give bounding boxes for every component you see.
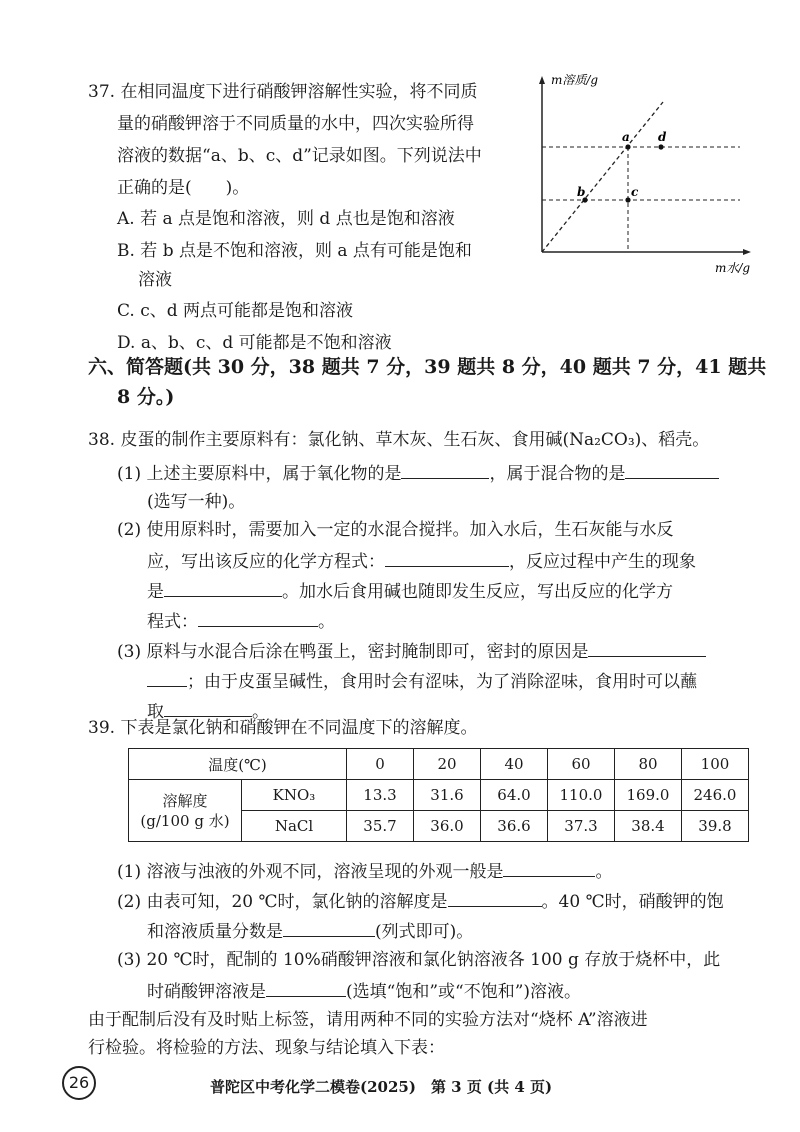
page-footer: 普陀区中考化学二模卷(2025) 第 3 页 (共 4 页): [210, 1078, 553, 1096]
q37-line3: 溶液的数据“a、b、c、d”记录如图。下列说法中: [117, 146, 482, 166]
answer-blank[interactable]: [503, 858, 595, 877]
section-heading-line1: 六、简答题(共 30 分，38 题共 7 分，39 题共 8 分，40 题共 7 分，41 题共: [88, 356, 767, 378]
q39-part3-line1: (3) 20 ℃时，配制的 10%硝酸钾溶液和氯化钠溶液各 100 g 存放于烧杯中，此: [117, 950, 721, 970]
answer-blank[interactable]: [588, 638, 706, 657]
q38-p2-text-f: 程式：: [147, 612, 198, 632]
q39-p2-text-a: (2) 由表可知，20 ℃时，氯化钠的溶解度是: [117, 892, 448, 912]
q38-p3-text-b: ；由于皮蛋呈碱性，食用时会有涩味，为了消除涩味，食用时可以蘸: [187, 672, 697, 692]
q39-p3-text-c: (选填“饱和”或“不饱和”)溶液。: [346, 982, 582, 1002]
q38-part2-line3: [147, 578, 673, 604]
q37-option-c: C. c、d 两点可能都是饱和溶液: [117, 301, 354, 321]
q38-p3-text-c: 取: [147, 702, 164, 722]
table-cell: 36.0: [414, 811, 481, 842]
point-a-label: a: [622, 130, 630, 144]
origin-dashed-line: [542, 102, 663, 252]
answer-blank[interactable]: [401, 460, 489, 479]
page-badge: 26: [62, 1066, 96, 1100]
q39-part3-line2: [147, 978, 581, 1004]
solubility-label-line2: (g/100 g 水): [140, 811, 230, 830]
q39-p3-text-b: 时硝酸钾溶液是: [147, 982, 266, 1002]
temp-cell: 60: [548, 749, 615, 780]
q38-p3-text-a: (3) 原料与水混合后涂在鸭蛋上，密封腌制即可，密封的原因是: [117, 642, 589, 662]
substance-name: KNO₃: [242, 780, 347, 811]
q39-part4-line1: 由于配制后没有及时贴上标签，请用两种不同的实验方法对“烧杯 A”溶液进: [88, 1010, 648, 1030]
q39-part4-line2: 行检验。将检验的方法、现象与结论填入下表：: [88, 1038, 445, 1058]
q39-p2-text-c: 和溶液质量分数是: [147, 922, 283, 942]
table-header-row: [129, 749, 749, 780]
q38-p3-text-d: 。: [252, 702, 269, 722]
table-cell: 38.4: [615, 811, 682, 842]
q37-option-b-cont: 溶液: [138, 270, 172, 290]
table-cell: 36.6: [481, 811, 548, 842]
table-cell: 110.0: [548, 780, 615, 811]
q38-part1-line2: (选写一种)。: [147, 492, 246, 512]
q37-option-d: D. a、b、c、d 可能都是不饱和溶液: [117, 333, 392, 353]
answer-blank[interactable]: [198, 608, 318, 627]
solubility-label-line1: 溶解度: [162, 791, 208, 810]
table-cell: 37.3: [548, 811, 615, 842]
q38-part3-line1: [117, 638, 706, 664]
point-d-label: d: [658, 130, 667, 144]
q39-part1: [117, 858, 612, 884]
q37-line2: 量的硝酸钾溶于不同质量的水中，四次实验所得: [117, 114, 474, 134]
q37-option-b: B. 若 b 点是不饱和溶液，则 a 点有可能是饱和: [117, 241, 472, 261]
point-b-label: b: [577, 185, 586, 199]
q38-p2-text-e: 。加水后食用碱也随即发生反应，写出反应的化学方: [282, 582, 673, 602]
table-cell: 35.7: [347, 811, 414, 842]
q39-p1-text-b: 。: [595, 862, 613, 882]
answer-blank[interactable]: [266, 978, 346, 997]
q37-option-a: A. 若 a 点是饱和溶液，则 d 点也是饱和溶液: [117, 209, 455, 229]
q38-part1-line1: [117, 460, 719, 486]
temp-cell: 80: [615, 749, 682, 780]
q38-part3-line2: [147, 668, 697, 694]
q39-part2-line2: [147, 918, 473, 944]
q39-part2-line1: [117, 888, 724, 914]
q39-p2-text-b: 。40 ℃时，硝酸钾的饱: [541, 892, 724, 912]
point-c-label: c: [631, 185, 639, 199]
q38-p1-text-b: ，属于混合物的是: [489, 464, 626, 484]
temp-cell: 0: [347, 749, 414, 780]
solubility-graph: [525, 72, 760, 282]
answer-blank[interactable]: [448, 888, 542, 907]
q38-p2-text-g: 。: [318, 612, 335, 632]
q38-part2-line1: (2) 使用原料时，需要加入一定的水混合搅拌。加入水后，生石灰能与水反: [117, 520, 674, 540]
x-axis-arrow: [743, 249, 751, 255]
table-cell: 246.0: [682, 780, 749, 811]
q38-part2-line2: [147, 548, 696, 574]
answer-blank[interactable]: [283, 918, 375, 937]
solubility-label: [129, 780, 242, 842]
temp-header: 温度(℃): [129, 749, 347, 780]
q38-p1-text-a: (1) 上述主要原料中，属于氧化物的是: [117, 464, 402, 484]
answer-blank[interactable]: [147, 668, 187, 687]
q38-part2-line4: [147, 608, 335, 634]
temp-cell: 20: [414, 749, 481, 780]
q39-intro: 39. 下表是氯化钠和硝酸钾在不同温度下的溶解度。: [88, 718, 478, 738]
q39-p1-text-a: (1) 溶液与浊液的外观不同，溶液呈现的外观一般是: [117, 862, 504, 882]
q38-p2-text-b: 应，写出该反应的化学方程式：: [147, 552, 385, 572]
q38-p2-text-c: ，反应过程中产生的现象: [509, 552, 696, 572]
x-axis-label: m水/g: [715, 261, 751, 275]
q39-p2-text-d: (列式即可)。: [375, 922, 474, 942]
table-row: [129, 780, 749, 811]
solubility-table: [128, 748, 749, 842]
q37-line4: 正确的是( )。: [117, 178, 250, 198]
point-d: [658, 144, 663, 149]
y-axis-label: m溶质/g: [551, 73, 599, 87]
table-cell: 31.6: [414, 780, 481, 811]
answer-blank[interactable]: [164, 698, 252, 717]
temp-cell: 40: [481, 749, 548, 780]
table-cell: 169.0: [615, 780, 682, 811]
table-cell: 39.8: [682, 811, 749, 842]
answer-blank[interactable]: [164, 578, 282, 597]
table-cell: 64.0: [481, 780, 548, 811]
answer-blank[interactable]: [625, 460, 719, 479]
point-a: [625, 144, 630, 149]
answer-blank[interactable]: [385, 548, 509, 567]
point-c: [625, 197, 630, 202]
q38-intro: 38. 皮蛋的制作主要原料有：氯化钠、草木灰、生石灰、食用碱(Na₂CO₃)、稻壳。: [88, 430, 710, 450]
q37-line1: 37. 在相同温度下进行硝酸钾溶解性实验，将不同质: [88, 82, 478, 102]
temp-cell: 100: [682, 749, 749, 780]
table-cell: 13.3: [347, 780, 414, 811]
y-axis-arrow: [539, 76, 545, 84]
substance-name: NaCl: [242, 811, 347, 842]
section-heading-line2: 8 分。): [117, 386, 175, 408]
q38-p2-text-d: 是: [147, 582, 164, 602]
